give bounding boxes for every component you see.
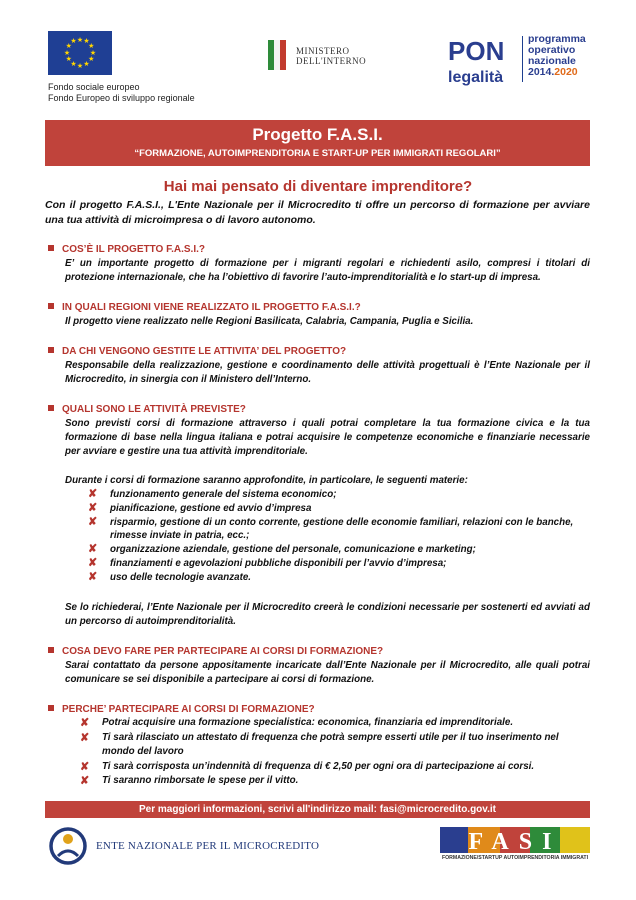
headline: Hai mai pensato di diventare imprenditore?: [163, 178, 473, 195]
eu-caption-line: Fondo Europeo di sviluppo regionale: [48, 93, 195, 103]
list-item-text: uso delle tecnologie avanzate.: [110, 571, 252, 583]
pon-divider: [522, 36, 523, 82]
list-item-text: funzionamento generale del sistema economico;: [110, 489, 337, 500]
list-item-text: organizzazione aziendale, gestione del personale, comunicazione e marketing;: [110, 544, 476, 556]
italy-flag-icon: [268, 40, 286, 70]
list-item: [80, 731, 592, 760]
pon-logo-top: PON: [448, 36, 505, 66]
bullet-square-icon: [48, 245, 54, 251]
benefits-list: [80, 716, 592, 789]
eu-flag-logo: [48, 31, 112, 75]
ministry-line: DELL'INTERNO: [296, 56, 367, 66]
intro-paragraph: Con il progetto F.A.S.I., L'Ente Nazionale per il Microcredito ti offre un percorso di formazione per avviare una tua attività di microimpresa o di lavoro autonomo.: [45, 199, 590, 226]
eu-star-icon: ★: [76, 36, 84, 44]
section-question: [48, 346, 346, 357]
cross-bullet-icon: ✘: [80, 731, 90, 744]
eu-star-icon: ★: [89, 49, 97, 57]
cross-bullet-icon: ✘: [88, 570, 98, 583]
pon-years-end: 2020: [554, 66, 578, 78]
eu-star-icon: ★: [65, 43, 72, 50]
section-question: [48, 302, 361, 313]
pon-programme-text: [528, 34, 586, 78]
list-item: [88, 516, 593, 544]
section-question: [48, 404, 246, 415]
list-item-text: Ti sarà rilasciato un attestato di frequenza che potrà sempre esserti utile per il tuo inserimento nel mondo del lavoro: [102, 731, 559, 757]
list-item-text: finanziamenti e agevolazioni pubbliche disponibili per l’avvio d’impresa;: [110, 557, 447, 569]
eu-star-icon: ★: [63, 49, 71, 57]
eu-star-icon: ★: [83, 60, 90, 68]
question-text: IN QUALI REGIONI VIENE REALIZZATO IL PROGETTO F.A.S.I.?: [62, 302, 361, 313]
question-text: COS’È IL PROGETTO F.A.S.I.?: [62, 244, 205, 255]
list-item-text: Potrai acquisire una formazione specialistica: economica, finanziaria ed imprenditoriale.: [102, 717, 514, 728]
section-answer: E’ un importante progetto di formazione per i migranti regolari e richiedenti asilo, compresi i titolari di protezione internazionale, che ha l’obiettivo di favorire l’auto-imprenditorialità e lo start-up di impresa.: [65, 258, 590, 283]
project-subtitle: “FORMAZIONE, AUTOIMPRENDITORIA E START-UP PER IMMIGRATI REGOLARI”: [134, 148, 501, 159]
cross-bullet-icon: ✘: [80, 760, 90, 773]
pon-text-line: operativo: [528, 44, 576, 56]
fasi-logo: [440, 825, 590, 873]
list-item: [80, 760, 592, 775]
section-question: [48, 704, 315, 715]
eu-fund-caption: [48, 82, 195, 104]
cross-bullet-icon: ✘: [88, 543, 98, 556]
topics-list: [88, 488, 593, 585]
bullet-square-icon: [48, 303, 54, 309]
eu-star-icon: ★: [88, 56, 95, 63]
bullet-square-icon: [48, 647, 54, 653]
question-text: PERCHE’ PARTECIPARE AI CORSI DI FORMAZIONE?: [62, 704, 315, 715]
section-question: [48, 244, 205, 255]
cross-bullet-icon: ✘: [88, 501, 98, 514]
question-text: DA CHI VENGONO GESTITE LE ATTIVITA’ DEL PROGETTO?: [62, 346, 347, 357]
pon-legalita-logo: [446, 34, 518, 86]
list-item: [80, 716, 592, 731]
ministry-logo-text: [296, 46, 366, 66]
fasi-wordmark: FASI: [468, 829, 562, 855]
ente-microcredito-logo: [48, 826, 88, 866]
list-item: [88, 557, 593, 571]
section-answer: Sono previsti corsi di formazione attraverso i quali potrai completare la tua formazione civica e la tua formazione di base nella lingua italiana e potrai acquisire le competenze economiche e finanziarie necessarie per avviare e gestire una tua attività imprenditoriale.: [65, 418, 590, 457]
ministry-line: MINISTERO: [296, 46, 350, 56]
list-item: [80, 774, 592, 789]
bullet-square-icon: [48, 705, 54, 711]
eu-star-icon: ★: [76, 62, 84, 70]
fasi-caption: FORMAZIONE/STARTUP AUTOIMPRENDITORIA IMMIGRATI: [441, 855, 589, 861]
section-question: [48, 646, 383, 657]
ente-name: ENTE NAZIONALE PER IL MICROCREDITO: [96, 840, 320, 852]
list-item-text: risparmio, gestione di un conto corrente, gestione delle economie familiari, relazioni con le banche, rimesse inviate in patria, ecc.;: [110, 516, 574, 542]
list-item-text: pianificazione, gestione ed avvio d’impresa: [110, 502, 312, 514]
list-item: [88, 543, 593, 557]
question-text: COSA DEVO FARE PER PARTECIPARE AI CORSI DI FORMAZIONE?: [62, 646, 384, 657]
pon-years-start: 2014.: [528, 66, 555, 78]
cross-bullet-icon: ✘: [88, 556, 98, 569]
cross-bullet-icon: ✘: [88, 515, 98, 528]
eu-star-icon: ★: [83, 38, 90, 46]
question-text: QUALI SONO LE ATTIVITÀ PREVISTE?: [62, 404, 246, 415]
bullet-square-icon: [48, 405, 54, 411]
pon-logo-bottom: legalità: [448, 69, 504, 86]
section-answer-closing: Se lo richiederai, l’Ente Nazionale per il Microcredito creerà le condizioni necessarie per sostenerti ed avviati ad un percorso di autoimprenditorialità.: [65, 602, 590, 627]
list-item: [88, 502, 593, 516]
list-item: [88, 488, 593, 502]
cross-bullet-icon: ✘: [80, 775, 90, 787]
section-answer: Responsabile della realizzazione, gestione e coordinamento delle attività progettuali è l’Ente Nazionale per il Microcredito, in sinergia con il Ministero dell’Interno.: [65, 360, 590, 385]
section-answer-note: Durante i corsi di formazione saranno approfondite, in particolare, le seguenti materie:: [65, 475, 468, 486]
section-answer: Sarai contattato da persone appositamente incaricate dall’Ente Nazionale per il Microcredito, alle quali potrai comunicare se sei disponibile a partecipare ai corsi di formazione.: [65, 660, 590, 685]
cross-bullet-icon: ✘: [88, 488, 98, 500]
section-answer: Il progetto viene realizzato nelle Regioni Basilicata, Calabria, Campania, Puglia e Sicilia.: [65, 316, 474, 327]
eu-star-icon: ★: [65, 56, 72, 63]
bullet-square-icon: [48, 347, 54, 353]
list-item: [88, 571, 593, 585]
list-item-text: Ti saranno rimborsate le spese per il vitto.: [102, 775, 299, 786]
project-title: Progetto F.A.S.I.: [252, 125, 383, 144]
pon-text-line: programma: [528, 33, 586, 45]
eu-star-icon: ★: [88, 43, 95, 50]
pon-years: [528, 67, 586, 78]
title-banner: [45, 120, 590, 166]
eu-caption-line: Fondo sociale europeo: [48, 82, 140, 92]
eu-star-icon: ★: [70, 60, 77, 68]
eu-star-icon: ★: [70, 38, 77, 46]
contact-bar: Per maggiori informazioni, scrivi all'indirizzo mail: fasi@microcredito.gov.it: [45, 801, 590, 818]
list-item-text: Ti sarà corrisposta un’indennità di frequenza di € 2,50 per ogni ora di partecipazione ai corsi.: [102, 760, 535, 772]
pon-text-line: nazionale: [528, 55, 576, 67]
cross-bullet-icon: ✘: [80, 717, 90, 729]
